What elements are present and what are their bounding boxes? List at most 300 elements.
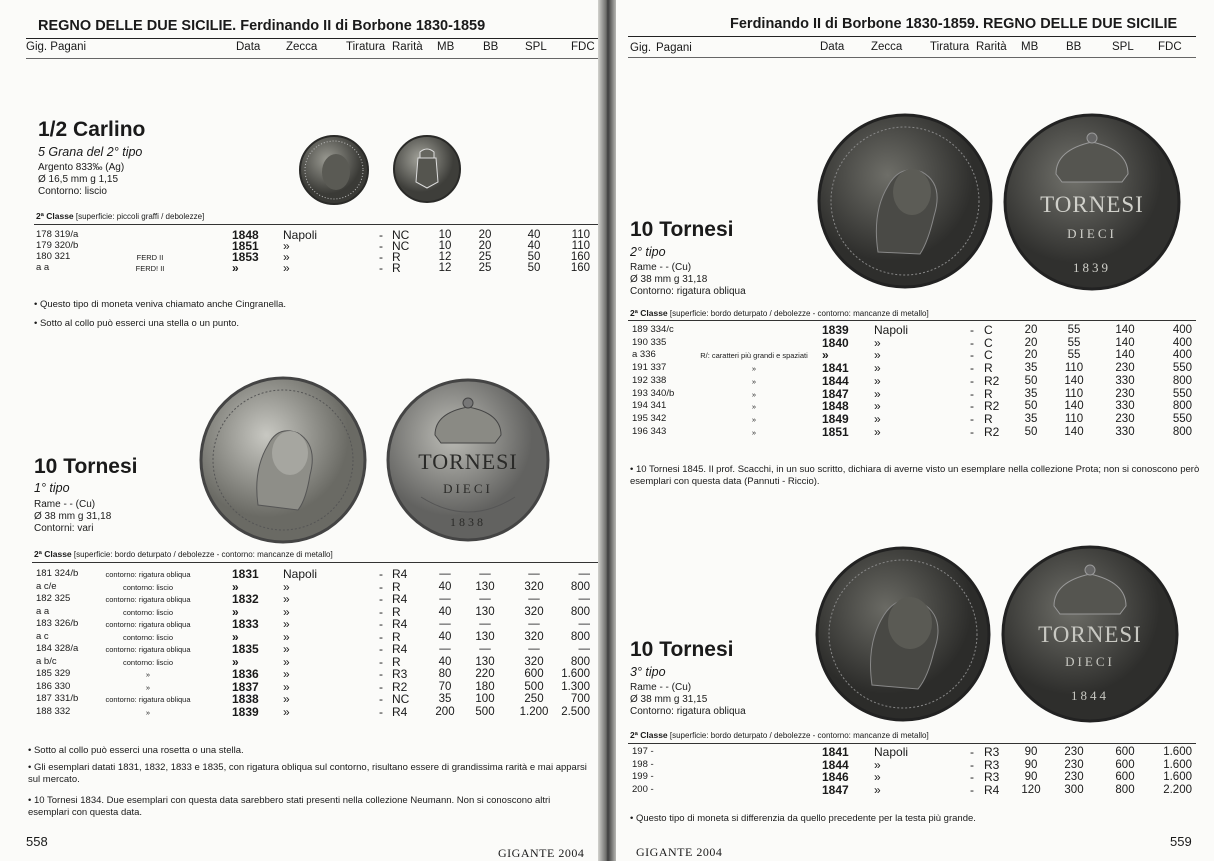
cell-mb: 200: [435, 705, 455, 718]
cell-mint: »: [283, 679, 290, 694]
cell-ref: 200 -: [632, 783, 654, 795]
cell-ref: 183 326/b: [36, 618, 79, 629]
cell-fdc: 1.600: [1163, 758, 1192, 771]
cell-bb: 55: [1067, 324, 1081, 336]
cell-mint: »: [874, 361, 881, 376]
coin-legend: TORNESI: [1038, 622, 1142, 647]
cell-mint: »: [874, 757, 881, 772]
cell-variant: contorno: rigatura obliqua: [105, 570, 191, 579]
cell-ref: 193 340/b: [632, 387, 675, 399]
cell-bb: 20: [478, 229, 492, 241]
cell-spl: 330: [1115, 425, 1135, 438]
section-meta: Rame - - (Cu) Ø 38 mm g 31,18 Contorno: rigatura obliqua: [630, 262, 746, 297]
cell-fdc: —: [578, 593, 590, 605]
cell-tiratura: -: [379, 592, 383, 606]
footer: GIGANTE 2004: [498, 846, 585, 860]
cell-fdc: 800: [1172, 425, 1192, 438]
cell-tiratura: -: [970, 411, 974, 426]
cell-spl: 140: [1115, 336, 1135, 349]
cell-variant: FERD II: [136, 253, 164, 262]
cell-mint: »: [874, 373, 881, 388]
cell-mint: »: [283, 704, 290, 719]
cell-fdc: —: [578, 643, 590, 655]
cell-tiratura: -: [970, 782, 974, 797]
cell-rarity: R: [984, 386, 993, 401]
cell-tiratura: -: [970, 399, 974, 414]
cell-spl: 230: [1115, 387, 1135, 400]
cell-variant: FERD! II: [135, 264, 165, 273]
cell-fdc: 800: [570, 605, 590, 618]
cell-bb: 220: [475, 668, 495, 680]
col-spl: SPL: [525, 41, 547, 53]
coin-reverse-image: [1000, 544, 1180, 724]
cell-rarity: R2: [984, 424, 1000, 439]
cell-fdc: 1.300: [561, 680, 590, 693]
col-rarita: Rarità: [976, 41, 1007, 53]
cell-date: »: [822, 348, 829, 363]
class-label: 2ª Classe [superficie: bordo deturpato / debolezze - contorno: mancanze di metallo]: [630, 308, 929, 318]
cell-bb: 140: [1064, 374, 1084, 387]
cell-mint: »: [283, 261, 290, 275]
cell-variant: »: [751, 376, 757, 386]
cell-rarity: C: [984, 323, 993, 337]
cell-mint: »: [874, 411, 881, 426]
cell-bb: 110: [1064, 387, 1084, 400]
coin-legend-sub: DIECI: [443, 481, 493, 496]
cell-variant: contorno: rigatura obliqua: [105, 645, 191, 654]
cell-mb: 40: [438, 580, 452, 593]
cell-ref: 192 338: [632, 374, 667, 386]
class-label: 2ª Classe [superficie: bordo deturpato / debolezze - contorno: mancanze di metallo]: [34, 549, 333, 559]
note: • Sotto al collo può esserci una rosetta o una stella.: [28, 745, 244, 756]
book-gutter: [598, 0, 616, 861]
cell-mint: »: [283, 629, 290, 644]
cell-rarity: R4: [392, 642, 408, 656]
cell-fdc: 400: [1172, 349, 1192, 362]
cell-spl: 600: [524, 668, 544, 680]
section-meta: Argento 833‰ (Ag) Ø 16,5 mm g 1,15 Contorno: liscio: [38, 162, 125, 197]
cell-ref: a b/c: [36, 655, 57, 667]
cell-variant: contorno: rigatura obliqua: [105, 695, 191, 704]
cell-rarity: R4: [392, 567, 408, 581]
cell-bb: 25: [478, 251, 492, 263]
cell-bb: —: [479, 618, 491, 630]
cell-tiratura: -: [379, 692, 383, 706]
running-title: Ferdinando II di Borbone 1830-1859. REGNO DELLE DUE SICILIE: [730, 16, 1178, 32]
cell-bb: —: [479, 593, 491, 605]
cell-ref: a 336: [632, 349, 656, 361]
cell-fdc: 800: [1172, 400, 1192, 413]
cell-mint: »: [283, 667, 290, 681]
cell-mb: 10: [438, 229, 452, 241]
coin-date: 1838: [450, 515, 486, 529]
cell-mint: Napoli: [874, 745, 909, 759]
cell-mb: 35: [1024, 362, 1038, 375]
cell-date: 1839: [822, 323, 849, 337]
coin-reverse-image: [385, 377, 551, 543]
running-title: REGNO DELLE DUE SICILIE. Ferdinando II di Borbone 1830-1859: [38, 18, 486, 34]
cell-spl: 320: [524, 630, 544, 643]
cell-variant: »: [751, 364, 757, 374]
cell-spl: 40: [527, 240, 541, 252]
cell-ref: 196 343: [632, 425, 667, 437]
cell-variant: contorno: rigatura obliqua: [105, 595, 191, 604]
footer: GIGANTE 2004: [636, 845, 723, 859]
left-page: [0, 0, 598, 861]
cell-tiratura: -: [379, 250, 383, 264]
cell-ref: 184 328/a: [36, 643, 79, 654]
cell-tiratura: -: [970, 348, 974, 363]
cell-ref: 194 341: [632, 400, 667, 412]
cell-date: »: [232, 629, 239, 644]
coin-date: 1844: [1071, 688, 1109, 703]
col-tiratura: Tiratura: [930, 41, 970, 53]
cell-variant: contorno: liscio: [122, 582, 174, 592]
cell-mb: —: [439, 593, 451, 605]
cell-date: 1839: [232, 704, 259, 719]
cell-spl: —: [528, 618, 540, 630]
cell-bb: 100: [475, 693, 495, 705]
cell-spl: 600: [1115, 771, 1135, 783]
cell-fdc: 1.600: [1163, 746, 1192, 758]
col-mb: MB: [1021, 41, 1039, 53]
cell-tiratura: -: [970, 770, 974, 784]
cell-bb: 500: [475, 705, 495, 718]
cell-spl: 1.200: [519, 705, 549, 718]
col-zecca: Zecca: [871, 41, 903, 53]
cell-date: 1837: [232, 679, 259, 694]
cell-fdc: 700: [570, 693, 590, 705]
cell-fdc: 160: [570, 251, 590, 263]
cell-rarity: R2: [392, 679, 408, 694]
cell-tiratura: -: [379, 617, 383, 631]
cell-mint: »: [283, 250, 290, 264]
cell-mb: 40: [438, 605, 452, 618]
cell-variant: »: [751, 389, 757, 399]
cell-variant: »: [145, 670, 151, 679]
cell-mint: »: [874, 770, 881, 784]
cell-rarity: R: [392, 629, 401, 644]
cell-date: 1832: [232, 592, 259, 606]
cell-mb: 90: [1024, 746, 1038, 758]
cell-spl: 600: [1115, 758, 1135, 771]
cell-variant: »: [751, 402, 757, 412]
cell-rarity: R: [984, 411, 993, 426]
cell-fdc: 110: [571, 229, 590, 241]
cell-mint: »: [283, 604, 290, 619]
cell-rarity: C: [984, 335, 993, 350]
section-meta: Rame - - (Cu) Ø 38 mm g 31,15 Contorno: rigatura obliqua: [630, 682, 746, 717]
cell-ref: a c/e: [36, 580, 57, 592]
cell-rarity: R4: [984, 782, 1000, 797]
cell-date: 1835: [232, 642, 259, 656]
cell-spl: 320: [524, 655, 544, 668]
cell-rarity: NC: [392, 239, 410, 253]
class-label: 2ª Classe [superficie: bordo deturpato / debolezze - contorno: mancanze di metallo]: [630, 730, 929, 740]
cell-fdc: 1.600: [561, 668, 590, 680]
cell-spl: 800: [1115, 783, 1135, 796]
cell-mint: Napoli: [283, 228, 318, 242]
cell-ref: 186 330: [36, 680, 71, 692]
coin-legend: TORNESI: [418, 449, 518, 474]
cell-mb: 12: [438, 251, 452, 263]
cell-bb: 300: [1064, 783, 1084, 796]
cell-fdc: 800: [570, 630, 590, 643]
cell-fdc: 800: [1172, 374, 1192, 387]
cell-fdc: 1.600: [1163, 771, 1192, 783]
cell-mint: »: [283, 239, 290, 253]
col-bb: BB: [1066, 41, 1082, 53]
cell-ref: 198 -: [632, 758, 654, 770]
cell-mb: 10: [438, 240, 452, 252]
cell-mint: »: [283, 692, 290, 706]
cell-ref: 185 329: [36, 668, 71, 679]
cell-rarity: R3: [392, 667, 408, 681]
cell-tiratura: -: [379, 642, 383, 656]
cell-ref: 197 -: [632, 746, 654, 757]
cell-tiratura: -: [970, 386, 974, 401]
cell-spl: 140: [1115, 349, 1135, 362]
cell-ref: 181 324/b: [36, 568, 79, 579]
cell-variant: R/: caratteri più grandi e spaziati: [700, 351, 808, 361]
cell-tiratura: -: [970, 745, 974, 759]
cell-ref: 195 342: [632, 412, 667, 424]
col-gig: Gig.: [630, 42, 652, 54]
cell-date: 1851: [232, 239, 259, 253]
cell-mb: 20: [1024, 324, 1038, 336]
section-subtitle: 2° tipo: [630, 245, 666, 259]
cell-ref: 190 335: [632, 336, 667, 348]
cell-rarity: R: [392, 579, 401, 594]
cell-tiratura: -: [970, 424, 974, 439]
coin-reverse-image: [1002, 112, 1182, 292]
section-title: 1/2 Carlino: [38, 118, 146, 141]
cell-bb: 130: [475, 580, 495, 593]
col-mb: MB: [437, 41, 455, 53]
cell-tiratura: -: [379, 629, 383, 644]
cell-mint: »: [874, 399, 881, 414]
cell-variant: »: [145, 707, 151, 717]
cell-spl: 140: [1115, 324, 1135, 336]
cell-rarity: R3: [984, 757, 1000, 772]
cell-bb: 130: [475, 605, 495, 618]
cell-ref: 179 320/b: [36, 240, 79, 251]
cell-rarity: NC: [392, 692, 410, 706]
cell-mb: —: [439, 568, 451, 580]
cell-mint: »: [283, 642, 290, 656]
cell-tiratura: -: [379, 604, 383, 619]
cell-mb: 90: [1024, 771, 1038, 783]
cell-mint: »: [283, 617, 290, 631]
coin-date: 1839: [1073, 260, 1111, 275]
coin-legend-sub: DIECI: [1065, 654, 1115, 669]
page-number: 558: [26, 834, 48, 849]
cell-fdc: 800: [570, 655, 590, 668]
col-pagani: Pagani: [656, 42, 692, 54]
cell-date: 1851: [822, 424, 849, 439]
cell-spl: 320: [524, 605, 544, 618]
cell-bb: 55: [1067, 349, 1081, 362]
cell-variant: »: [145, 682, 151, 692]
cell-ref: a a: [36, 605, 50, 617]
cell-spl: 230: [1115, 362, 1135, 375]
cell-tiratura: -: [379, 654, 383, 669]
cell-bb: 230: [1064, 758, 1084, 771]
cell-date: 1840: [822, 335, 849, 350]
cell-rarity: R4: [392, 592, 408, 606]
cell-ref: 178 319/a: [36, 229, 79, 240]
cell-rarity: R4: [392, 617, 408, 631]
col-fdc: FDC: [1158, 41, 1182, 53]
page-number: 559: [1170, 834, 1192, 849]
cell-bb: 110: [1064, 362, 1084, 375]
cell-bb: 230: [1064, 771, 1084, 783]
cell-spl: 500: [524, 680, 544, 693]
cell-rarity: R: [392, 604, 401, 619]
cell-date: 1831: [232, 567, 259, 581]
cell-mb: —: [439, 643, 451, 655]
section-meta: Rame - - (Cu) Ø 38 mm g 31,18 Contorni: vari: [34, 499, 112, 534]
cell-spl: —: [528, 593, 540, 605]
cell-fdc: 2.200: [1163, 783, 1192, 796]
cell-rarity: R: [392, 654, 401, 669]
coin-obverse-image: [198, 375, 368, 545]
cell-date: »: [232, 654, 239, 669]
cell-mb: 50: [1024, 425, 1038, 438]
cell-date: »: [232, 579, 239, 594]
cell-mb: —: [439, 618, 451, 630]
cell-date: 1853: [232, 250, 259, 264]
section-title: 10 Tornesi: [630, 218, 734, 241]
cell-tiratura: -: [379, 228, 383, 242]
cell-mint: »: [283, 592, 290, 606]
cell-ref: 187 331/b: [36, 693, 79, 704]
cell-variant: contorno: liscio: [122, 607, 174, 617]
col-rarita: Rarità: [392, 41, 423, 53]
cell-variant: contorno: liscio: [122, 632, 174, 642]
cell-ref: 189 334/c: [632, 324, 674, 335]
cell-rarity: R: [392, 261, 401, 275]
cell-fdc: 400: [1172, 336, 1192, 349]
cell-variant: »: [751, 427, 757, 437]
cell-tiratura: -: [970, 323, 974, 337]
cell-spl: 330: [1115, 400, 1135, 413]
cell-tiratura: -: [379, 239, 383, 253]
cell-tiratura: -: [379, 704, 383, 719]
cell-spl: 230: [1115, 412, 1135, 425]
cell-mint: »: [874, 424, 881, 439]
cell-bb: 55: [1067, 336, 1081, 349]
cell-date: 1841: [822, 745, 849, 759]
cell-mint: »: [874, 335, 881, 350]
note: • Questo tipo di moneta veniva chiamato anche Cingranella.: [34, 299, 287, 310]
col-bb: BB: [483, 41, 499, 53]
cell-tiratura: -: [379, 679, 383, 694]
cell-mint: »: [283, 654, 290, 669]
cell-mb: 50: [1024, 374, 1038, 387]
coin-legend-sub: DIECI: [1067, 226, 1117, 241]
cell-date: 1847: [822, 782, 849, 797]
cell-rarity: R3: [984, 745, 1000, 759]
cell-bb: 130: [475, 655, 495, 668]
cell-rarity: R4: [392, 704, 408, 719]
cell-bb: —: [479, 643, 491, 655]
cell-mb: 50: [1024, 400, 1038, 413]
col-spl: SPL: [1112, 41, 1134, 53]
cell-ref: a c: [36, 630, 49, 642]
cell-ref: 199 -: [632, 771, 654, 782]
cell-bb: 20: [478, 240, 492, 252]
note: • Sotto al collo può esserci una stella o un punto.: [34, 318, 240, 329]
col-data: Data: [236, 41, 261, 53]
right-page: [616, 0, 1214, 861]
cell-fdc: 2.500: [561, 705, 590, 718]
cell-mint: Napoli: [874, 323, 909, 337]
cell-tiratura: -: [970, 361, 974, 376]
section-subtitle: 5 Grana del 2° tipo: [38, 145, 143, 159]
cell-spl: —: [528, 643, 540, 655]
cell-ref: 188 332: [36, 705, 71, 717]
section-title: 10 Tornesi: [34, 455, 138, 478]
cell-rarity: R3: [984, 770, 1000, 784]
cell-mint: Napoli: [283, 567, 318, 581]
cell-tiratura: -: [970, 373, 974, 388]
cell-spl: 250: [524, 693, 544, 705]
cell-variant: contorno: liscio: [122, 657, 174, 667]
cell-ref: 191 337: [632, 362, 667, 374]
cell-rarity: R2: [984, 399, 1000, 414]
cell-tiratura: -: [379, 667, 383, 681]
cell-bb: 140: [1064, 425, 1084, 438]
cell-mint: »: [874, 348, 881, 363]
cell-mb: 20: [1024, 336, 1038, 349]
cell-mb: 35: [1024, 387, 1038, 400]
cell-rarity: R2: [984, 373, 1000, 388]
cell-variant: contorno: rigatura obliqua: [105, 620, 191, 629]
col-zecca: Zecca: [286, 41, 318, 53]
note: • 10 Tornesi 1845. Il prof. Scacchi, in un suo scritto, dichiara di averne visto un esemplare nella collezione Prota; non si conoscono però esemplari con questa data (Pannuti - Riccio).: [630, 464, 1200, 487]
cell-fdc: 110: [571, 240, 590, 252]
cell-spl: 50: [527, 251, 541, 263]
cell-mb: 120: [1021, 783, 1041, 796]
cell-mb: 35: [438, 693, 452, 705]
coin-legend: TORNESI: [1040, 192, 1144, 217]
cell-ref: 182 325: [36, 593, 71, 604]
cell-tiratura: -: [970, 335, 974, 350]
cell-ref: 180 321: [36, 251, 71, 262]
cell-fdc: 160: [570, 262, 590, 274]
cell-mb: 80: [438, 668, 452, 680]
cell-mint: »: [874, 386, 881, 401]
cell-date: 1849: [822, 411, 849, 426]
cell-date: 1848: [822, 399, 849, 414]
cell-spl: 320: [524, 580, 544, 593]
cell-spl: —: [528, 568, 540, 580]
cell-tiratura: -: [379, 567, 383, 581]
cell-mb: 70: [438, 680, 452, 693]
section-subtitle: 1° tipo: [34, 481, 70, 495]
coin-obverse-image: [816, 112, 994, 290]
cell-rarity: NC: [392, 228, 410, 242]
cell-fdc: 400: [1172, 324, 1192, 336]
col-fdc: FDC: [571, 41, 595, 53]
cell-spl: 600: [1115, 746, 1135, 758]
cell-bb: 230: [1064, 746, 1084, 758]
cell-fdc: —: [578, 568, 590, 580]
cell-rarity: C: [984, 348, 993, 363]
cell-tiratura: -: [379, 261, 383, 275]
class-label: 2ª Classe [superficie: piccoli graffi / debolezze]: [36, 211, 205, 221]
